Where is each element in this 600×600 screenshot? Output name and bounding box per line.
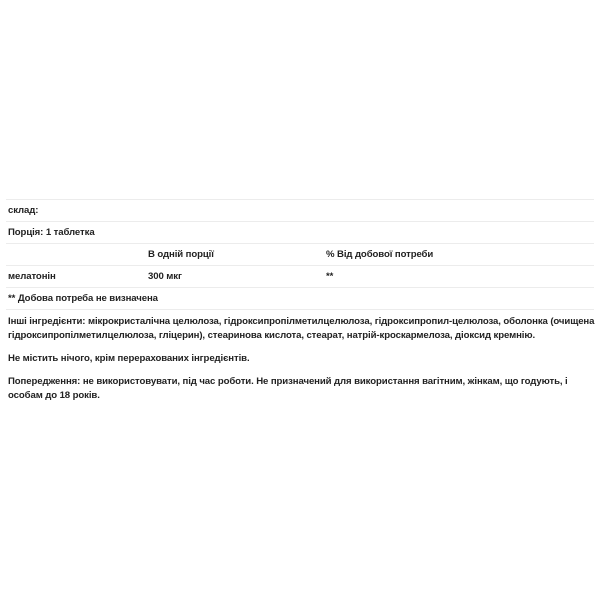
- footnote: ** Добова потреба не визначена: [8, 293, 158, 304]
- header-amount: В одній порції: [148, 249, 214, 260]
- other-ingredients: Інші інгредієнти: мікрокристалічна целюлоза, гідроксипропілметилцелюлоза, гідроксипропил-целюлоза, оболонка (очищена гідроксипропілметилцелюлоза, гліцерин), стеаринова кислота, стеарат, натрій-кроскармелоза, діоксид кремнію.: [8, 316, 595, 341]
- facts-title-row: [6, 200, 594, 222]
- product-notes: [8, 315, 598, 412]
- ingredient-name: мелатонін: [8, 271, 56, 282]
- serving-size-row: [6, 222, 594, 244]
- contains-nothing-note: Не містить нічого, крім перерахованих інгредієнтів.: [8, 353, 250, 364]
- supplement-facts-table: [6, 199, 594, 310]
- header-daily-value: % Від добової потреби: [326, 249, 434, 260]
- table-header-row: [6, 244, 594, 266]
- ingredient-amount: 300 мкг: [148, 271, 182, 282]
- footnote-row: [6, 288, 594, 310]
- facts-title: склад:: [8, 205, 39, 216]
- ingredient-daily-value: **: [326, 271, 334, 282]
- serving-size: Порція: 1 таблетка: [8, 227, 95, 238]
- table-row: [6, 266, 594, 288]
- warning: Попередження: не використовувати, під час роботи. Не призначений для використання вагітним, жінкам, що годують, і особам до 18 років.: [8, 376, 568, 401]
